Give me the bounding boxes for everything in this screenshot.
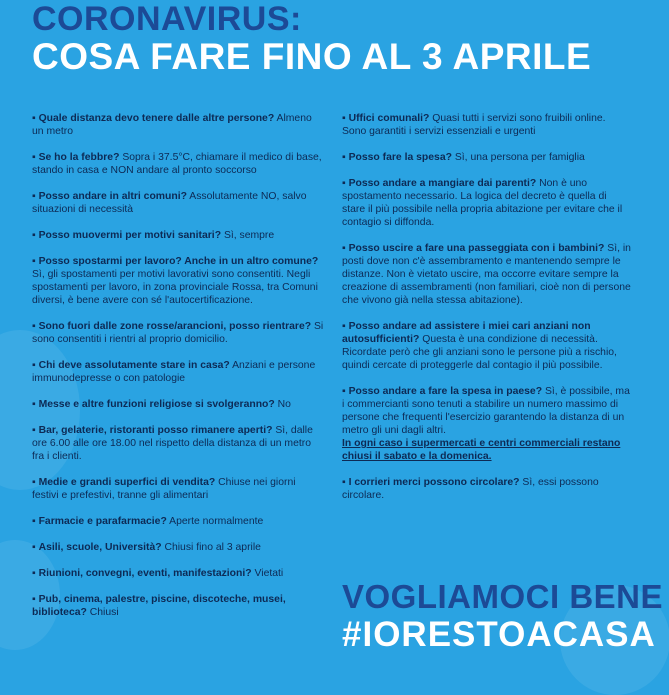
faq-answer: Sì, sempre: [223, 230, 275, 241]
faq-answer: Assolutamente NO, salvo situazioni di necessità: [32, 191, 307, 215]
faq-question: ▪ Messe e altre funzioni religiose si svolgeranno?: [32, 399, 275, 410]
faq-item-spesa: [342, 151, 632, 164]
faq-answer: Sì, essi possono circolare.: [342, 477, 599, 501]
faq-answer: Sì, in posti dove non c'è assembramento e mantenendo sempre le distanze. Non è vietato uscire, ma occorre evitare sempre la creazione di assembramenti (non familiari, cioè non di persone che vivono già nella stessa abitazione).: [342, 243, 631, 306]
faq-item-passeggiata: [342, 242, 632, 307]
faq-item-scuole: [32, 541, 324, 554]
faq-item-anziani: [342, 320, 632, 372]
faq-answer: Sì, dalle ore 6.00 alle ore 18.00 nel rispetto della distanza di un metro fra i clienti.: [32, 425, 313, 462]
faq-item-rientro: [32, 320, 324, 346]
faq-question: ▪ Sono fuori dalle zone rosse/arancioni, posso rientrare?: [32, 321, 311, 332]
faq-answer: No: [277, 399, 291, 410]
faq-answer: Chiusi: [89, 607, 119, 618]
faq-question: ▪ Asili, scuole, Università?: [32, 542, 162, 553]
faq-item-bar: [32, 424, 324, 463]
faq-question: ▪ Se ho la febbre?: [32, 152, 119, 163]
faq-question: ▪ Uffici comunali?: [342, 113, 429, 124]
faq-highlight-note: In ogni caso i supermercati e centri commerciali restano chiusi il sabato e la domenica.: [342, 438, 621, 462]
faq-item-riunioni: [32, 567, 324, 580]
faq-item-grandi-superfici: [32, 476, 324, 502]
faq-item-comuni: [32, 190, 324, 216]
faq-item-distanza: [32, 112, 324, 138]
faq-question: ▪ I corrieri merci possono circolare?: [342, 477, 520, 488]
title-line-2: COSA FARE FINO AL 3 APRILE: [32, 36, 592, 77]
faq-question: ▪ Pub, cinema, palestre, piscine, discoteche, musei, biblioteca?: [32, 594, 286, 618]
faq-answer: Sopra i 37.5°C, chiamare il medico di base, stando in casa e NON andare al pronto soccorso: [32, 152, 322, 176]
faq-question: ▪ Medie e grandi superfici di vendita?: [32, 477, 215, 488]
faq-answer: Non è uno spostamento necessario. La logica del decreto è quella di stare il più possibile nella propria abitazione per evitare che il contagio si diffonda.: [342, 178, 623, 228]
page-title: [32, 0, 591, 75]
slogan: [342, 580, 663, 652]
right-column: [342, 112, 632, 515]
hashtag: #IORESTOACASA: [342, 615, 656, 654]
slogan-line-1: VOGLIAMOCI BENE: [342, 578, 664, 615]
faq-answer: Vietati: [254, 568, 284, 579]
faq-answer: Sì, è possibile, ma i commercianti sono tenuti a stabilire un numero massimo di persone che frequenti l'esercizio garantendo la distanza di un metro gli uni dagli altri.: [342, 386, 630, 436]
faq-question: ▪ Farmacie e parafarmacie?: [32, 516, 167, 527]
faq-question: ▪ Posso andare a fare la spesa in paese?: [342, 386, 542, 397]
faq-item-spesa-paese: [342, 385, 632, 463]
faq-answer: Sì, gli spostamenti per motivi lavorativi sono consentiti. Negli spostamenti per lavoro, in zona provinciale Rossa, tra Comuni diversi, è bene avere con sé l'autocertificazione.: [32, 269, 318, 306]
faq-item-pub-cinema: [32, 593, 324, 619]
faq-item-parenti: [342, 177, 632, 229]
faq-answer: Quasi tutti i servizi sono fruibili online. Sono garantiti i servizi essenziali e urgenti: [342, 113, 606, 137]
faq-question: ▪ Bar, gelaterie, ristoranti posso rimanere aperti?: [32, 425, 272, 436]
faq-item-corrieri: [342, 476, 632, 502]
faq-answer: Si sono consentiti i rientri al proprio domicilio.: [32, 321, 324, 345]
faq-question: ▪ Posso fare la spesa?: [342, 152, 452, 163]
faq-item-uffici: [342, 112, 632, 138]
faq-item-messe: [32, 398, 324, 411]
faq-question: ▪ Posso muovermi per motivi sanitari?: [32, 230, 221, 241]
faq-item-febbre: [32, 151, 324, 177]
faq-answer: Anziani e persone immunodepresse o con patologie: [32, 360, 316, 384]
faq-question: ▪ Chi deve assolutamente stare in casa?: [32, 360, 230, 371]
title-line-1: CORONAVIRUS:: [32, 0, 302, 38]
faq-question: ▪ Posso uscire a fare una passeggiata con i bambini?: [342, 243, 604, 254]
faq-question: ▪ Posso spostarmi per lavoro? Anche in un altro comune?: [32, 256, 318, 267]
faq-answer: Questa è una condizione di necessità. Ricordate però che gli anziani sono le persone più a rischio, quindi cercate di proteggerle dal contagio il più possibile.: [342, 334, 617, 371]
faq-item-lavoro: [32, 255, 324, 307]
faq-item-motivi-sanitari: [32, 229, 324, 242]
faq-answer: Aperte normalmente: [169, 516, 264, 527]
faq-answer: Almeno un metro: [32, 113, 312, 137]
faq-question: ▪ Riunioni, convegni, eventi, manifestazioni?: [32, 568, 252, 579]
faq-question: ▪ Posso andare in altri comuni?: [32, 191, 187, 202]
faq-question: ▪ Posso andare ad assistere i miei cari anziani non autosufficienti?: [342, 321, 591, 345]
faq-question: ▪ Quale distanza devo tenere dalle altre persone?: [32, 113, 274, 124]
faq-item-stare-in-casa: [32, 359, 324, 385]
left-column: [32, 112, 324, 632]
faq-answer: Chiuse nei giorni festivi e prefestivi, tranne gli alimentari: [32, 477, 296, 501]
faq-answer: Chiusi fino al 3 aprile: [164, 542, 261, 553]
faq-answer: Sì, una persona per famiglia: [454, 152, 585, 163]
faq-question: ▪ Posso andare a mangiare dai parenti?: [342, 178, 536, 189]
faq-item-farmacie: [32, 515, 324, 528]
